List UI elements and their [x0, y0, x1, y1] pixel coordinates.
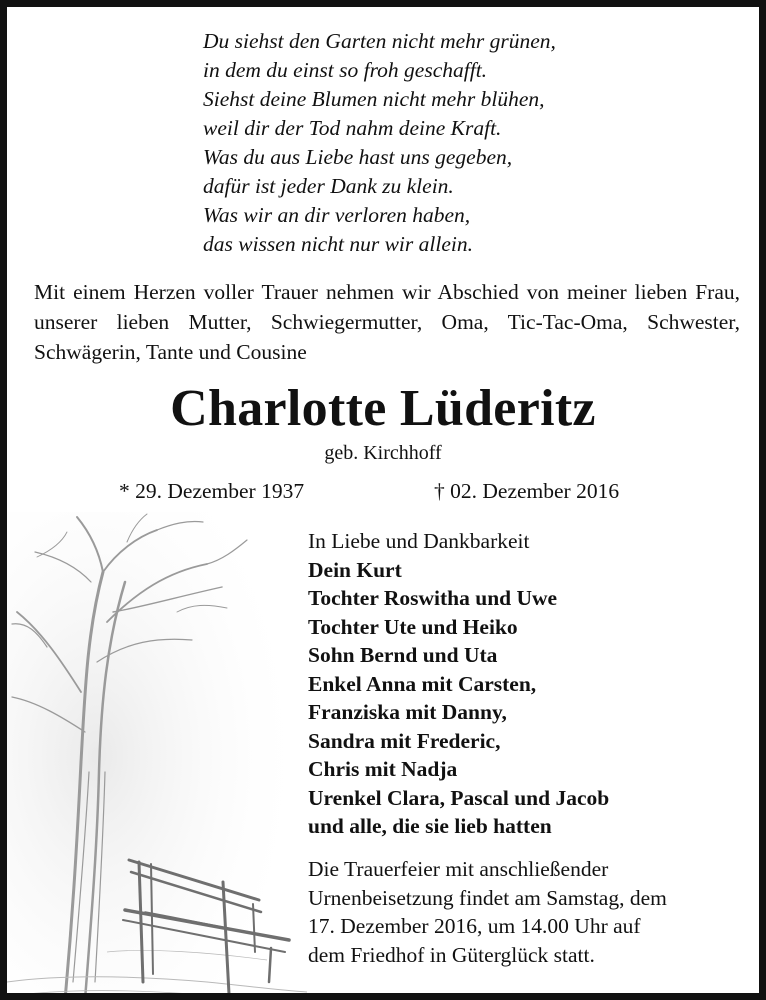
poem-line: das wissen nicht nur wir allein.: [203, 232, 473, 256]
mourner-line: Enkel Anna mit Carsten,: [308, 671, 537, 696]
intro-text: Mit einem Herzen voller Trauer nehmen wir Abschied von meiner lieben Frau, unserer lieben Mutter, Schwiegermutter, Oma, Tic-Tac-Oma, Schwester, Schwägerin, Tante und Cousine: [34, 280, 740, 364]
mourner-line: Chris mit Nadja: [308, 757, 458, 781]
poem-line: Du siehst den Garten nicht mehr grünen,: [203, 29, 556, 53]
poem-line: Siehst deine Blumen nicht mehr blühen,: [203, 87, 545, 111]
birth-name: geb. Kirchhoff: [324, 442, 442, 464]
mourner-line: Tochter Ute und Heiko: [308, 614, 518, 639]
funeral-line: dem Friedhof in Güterglück statt.: [308, 942, 595, 967]
birth-date: * 29. Dezember 1937: [119, 479, 305, 503]
tree-and-bench-illustration: [7, 512, 307, 1000]
poem-line: weil dir der Tod nahm deine Kraft.: [203, 116, 502, 140]
death-date: † 02. Dezember 2016: [434, 479, 620, 503]
memorial-poem: [203, 27, 723, 259]
poem-line: Was wir an dir verloren haben,: [203, 203, 471, 227]
mourner-line: und alle, die sie lieb hatten: [308, 814, 552, 838]
mourner-line: Sohn Bernd und Uta: [308, 643, 498, 667]
mourner-line: Sandra mit Frederic,: [308, 728, 501, 753]
funeral-line: Urnenbeisetzung findet am Samstag, dem: [308, 885, 667, 910]
poem-line: dafür ist jeder Dank zu klein.: [203, 174, 454, 198]
mourner-line: Dein Kurt: [308, 557, 402, 582]
mourners-list: [308, 527, 748, 841]
funeral-line: 17. Dezember 2016, um 14.00 Uhr auf: [308, 914, 641, 938]
deceased-name: Charlotte Lüderitz: [170, 380, 596, 437]
mourner-line: Urenkel Clara, Pascal und Jacob: [308, 785, 610, 810]
funeral-line: Die Trauerfeier mit anschließender: [308, 857, 609, 881]
mourners-heading: In Liebe und Dankbarkeit: [308, 529, 530, 553]
mourner-line: Franziska mit Danny,: [308, 700, 507, 724]
funeral-info: [308, 855, 748, 969]
poem-line: Was du aus Liebe hast uns gegeben,: [203, 145, 513, 169]
mourner-line: Tochter Roswitha und Uwe: [308, 586, 558, 610]
poem-line: in dem du einst so froh geschafft.: [203, 58, 488, 82]
